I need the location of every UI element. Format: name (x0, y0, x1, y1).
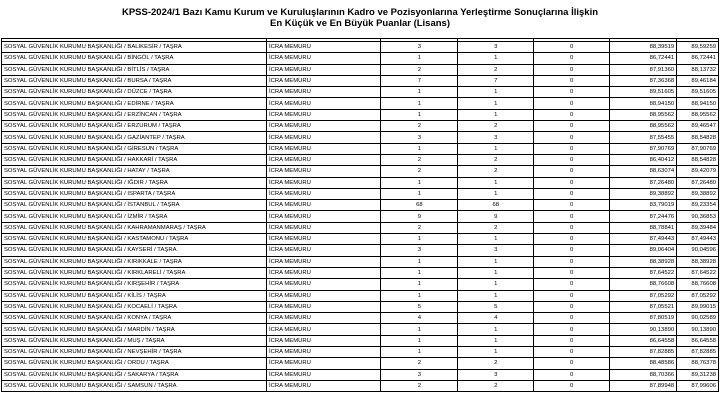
empty-quota-cell: 0 (534, 256, 610, 267)
institution-cell: SOSYAL GÜVENLİK KURUMU BAŞKANLIĞI / KİLİS / TAŞRA (2, 290, 267, 301)
position-cell: İCRA MEMURU (267, 143, 381, 154)
institution-cell: SOSYAL GÜVENLİK KURUMU BAŞKANLIĞI / ISPARTA / TAŞRA (2, 188, 267, 199)
quota-cell: 3 (381, 132, 458, 143)
placed-cell: 7 (458, 75, 534, 86)
position-cell: İCRA MEMURU (267, 98, 381, 109)
max-score-cell: 89,31238 (677, 369, 719, 380)
max-score-cell: 87,05292 (677, 290, 719, 301)
position-cell: İCRA MEMURU (267, 380, 381, 391)
max-score-cell: 87,49443 (677, 234, 719, 245)
position-cell: İCRA MEMURU (267, 256, 381, 267)
max-score-cell: 89,39484 (677, 222, 719, 233)
position-cell: İCRA MEMURU (267, 267, 381, 278)
min-score-cell: 86,40412 (610, 154, 677, 165)
max-score-cell: 89,46547 (677, 121, 719, 132)
empty-quota-cell: 0 (534, 132, 610, 143)
table-row (2, 132, 719, 143)
position-cell: İCRA MEMURU (267, 188, 381, 199)
quota-cell: 1 (381, 335, 458, 346)
institution-cell: SOSYAL GÜVENLİK KURUMU BAŞKANLIĞI / KAYSERİ / TAŞRA (2, 245, 267, 256)
placed-cell: 1 (458, 109, 534, 120)
position-cell: İCRA MEMURU (267, 177, 381, 188)
position-cell: İCRA MEMURU (267, 290, 381, 301)
min-score-cell: 87,80519 (610, 313, 677, 324)
empty-quota-cell: 0 (534, 211, 610, 222)
position-cell: İCRA MEMURU (267, 121, 381, 132)
min-score-cell: 89,38892 (610, 188, 677, 199)
max-score-cell: 86,72441 (677, 53, 719, 64)
placed-cell: 1 (458, 234, 534, 245)
quota-cell: 2 (381, 358, 458, 369)
institution-cell: SOSYAL GÜVENLİK KURUMU BAŞKANLIĞI / IĞDIR / TAŞRA (2, 177, 267, 188)
table-row (2, 335, 719, 346)
institution-cell: SOSYAL GÜVENLİK KURUMU BAŞKANLIĞI / KASTAMONU / TAŞRA (2, 234, 267, 245)
position-cell: İCRA MEMURU (267, 87, 381, 98)
placed-cell: 2 (458, 358, 534, 369)
position-cell: İCRA MEMURU (267, 335, 381, 346)
institution-cell: SOSYAL GÜVENLİK KURUMU BAŞKANLIĞI / İZMİR / TAŞRA (2, 211, 267, 222)
empty-quota-cell: 0 (534, 301, 610, 312)
position-cell: İCRA MEMURU (267, 313, 381, 324)
institution-cell: SOSYAL GÜVENLİK KURUMU BAŞKANLIĞI / EDİRNE / TAŞRA (2, 98, 267, 109)
max-score-cell: 88,54828 (677, 132, 719, 143)
quota-cell: 1 (381, 53, 458, 64)
position-cell: İCRA MEMURU (267, 279, 381, 290)
institution-cell: SOSYAL GÜVENLİK KURUMU BAŞKANLIĞI / ORDU / TAŞRA (2, 358, 267, 369)
quota-cell: 2 (381, 380, 458, 391)
empty-quota-cell: 0 (534, 347, 610, 358)
document-title: KPSS-2024/1 Bazı Kamu Kurum ve Kuruluşlarının Kadro ve Pozisyonlarına Yerleştirme Sonuçlarına İlişkin (121, 7, 599, 18)
min-score-cell: 87,05292 (610, 290, 677, 301)
min-score-cell: 87,90769 (610, 143, 677, 154)
placed-cell: 1 (458, 279, 534, 290)
institution-cell: SOSYAL GÜVENLİK KURUMU BAŞKANLIĞI / ERZURUM / TAŞRA (2, 121, 267, 132)
placed-cell: 4 (458, 313, 534, 324)
placed-cell: 2 (458, 154, 534, 165)
table-row (2, 154, 719, 165)
min-score-cell: 89,51605 (610, 87, 677, 98)
placed-cell: 1 (458, 324, 534, 335)
placed-cell: 3 (458, 369, 534, 380)
institution-cell: SOSYAL GÜVENLİK KURUMU BAŞKANLIĞI / KAHRAMANMARAŞ / TAŞRA (2, 222, 267, 233)
min-score-cell: 87,89948 (610, 380, 677, 391)
empty-quota-cell: 0 (534, 324, 610, 335)
institution-cell: SOSYAL GÜVENLİK KURUMU BAŞKANLIĞI / GİRESUN / TAŞRA (2, 143, 267, 154)
min-score-cell: 87,24476 (610, 211, 677, 222)
position-cell: İCRA MEMURU (267, 358, 381, 369)
position-cell: İCRA MEMURU (267, 132, 381, 143)
table-row (2, 200, 719, 211)
institution-cell: SOSYAL GÜVENLİK KURUMU BAŞKANLIĞI / HATAY / TAŞRA (2, 166, 267, 177)
min-score-cell: 87,91360 (610, 64, 677, 75)
institution-cell: SOSYAL GÜVENLİK KURUMU BAŞKANLIĞI / SAMSUN / TAŞRA (2, 380, 267, 391)
min-score-cell: 86,72441 (610, 53, 677, 64)
institution-cell: SOSYAL GÜVENLİK KURUMU BAŞKANLIĞI / BİNGÖL / TAŞRA (2, 53, 267, 64)
min-score-cell: 90,13890 (610, 324, 677, 335)
quota-cell: 3 (381, 369, 458, 380)
min-score-cell: 89,06404 (610, 245, 677, 256)
table-row (2, 279, 719, 290)
position-cell: İCRA MEMURU (267, 42, 381, 53)
max-score-cell: 88,95562 (677, 109, 719, 120)
table-row (2, 64, 719, 75)
placed-cell: 3 (458, 132, 534, 143)
empty-quota-cell: 0 (534, 267, 610, 278)
position-cell: İCRA MEMURU (267, 200, 381, 211)
table-row (2, 380, 719, 391)
quota-cell: 1 (381, 347, 458, 358)
empty-quota-cell: 0 (534, 313, 610, 324)
placed-cell: 1 (458, 267, 534, 278)
institution-cell: SOSYAL GÜVENLİK KURUMU BAŞKANLIĞI / HAKKARİ / TAŞRA (2, 154, 267, 165)
table-row (2, 188, 719, 199)
max-score-cell: 87,26480 (677, 177, 719, 188)
min-score-cell: 86,64558 (610, 335, 677, 346)
placed-cell: 1 (458, 98, 534, 109)
empty-quota-cell: 0 (534, 109, 610, 120)
max-score-cell: 87,99606 (677, 380, 719, 391)
empty-quota-cell: 0 (534, 166, 610, 177)
institution-cell: SOSYAL GÜVENLİK KURUMU BAŞKANLIĞI / KIRIKKALE / TAŞRA (2, 256, 267, 267)
table-row (2, 121, 719, 132)
placed-cell: 1 (458, 87, 534, 98)
position-cell: İCRA MEMURU (267, 53, 381, 64)
table-row (2, 98, 719, 109)
position-cell: İCRA MEMURU (267, 347, 381, 358)
position-cell: İCRA MEMURU (267, 64, 381, 75)
max-score-cell: 89,42079 (677, 166, 719, 177)
quota-cell: 1 (381, 177, 458, 188)
min-score-cell: 88,95562 (610, 109, 677, 120)
institution-cell: SOSYAL GÜVENLİK KURUMU BAŞKANLIĞI / NEVŞEHİR / TAŞRA (2, 347, 267, 358)
quota-cell: 1 (381, 143, 458, 154)
min-score-cell: 88,63074 (610, 166, 677, 177)
empty-quota-cell: 0 (534, 143, 610, 154)
table-row (2, 87, 719, 98)
placed-cell: 1 (458, 256, 534, 267)
max-score-cell: 89,23354 (677, 200, 719, 211)
position-cell: İCRA MEMURU (267, 324, 381, 335)
institution-cell: SOSYAL GÜVENLİK KURUMU BAŞKANLIĞI / İSTANBUL / TAŞRA (2, 200, 267, 211)
position-cell: İCRA MEMURU (267, 166, 381, 177)
placed-cell: 1 (458, 143, 534, 154)
placed-cell: 9 (458, 211, 534, 222)
quota-cell: 68 (381, 200, 458, 211)
empty-quota-cell: 0 (534, 75, 610, 86)
position-cell: İCRA MEMURU (267, 301, 381, 312)
institution-cell: SOSYAL GÜVENLİK KURUMU BAŞKANLIĞI / MARDİN / TAŞRA (2, 324, 267, 335)
placed-cell: 1 (458, 347, 534, 358)
min-score-cell: 88,48586 (610, 358, 677, 369)
position-cell: İCRA MEMURU (267, 154, 381, 165)
empty-quota-cell: 0 (534, 200, 610, 211)
table-row (2, 53, 719, 64)
quota-cell: 1 (381, 290, 458, 301)
max-score-cell: 87,90769 (677, 143, 719, 154)
table-row (2, 290, 719, 301)
table-row (2, 245, 719, 256)
min-score-cell: 87,26480 (610, 177, 677, 188)
quota-cell: 1 (381, 279, 458, 290)
table-row (2, 313, 719, 324)
quota-cell: 1 (381, 256, 458, 267)
institution-cell: SOSYAL GÜVENLİK KURUMU BAŞKANLIĞI / ERZİNCAN / TAŞRA (2, 109, 267, 120)
empty-quota-cell: 0 (534, 177, 610, 188)
placed-cell: 3 (458, 42, 534, 53)
max-score-cell: 90,13890 (677, 324, 719, 335)
quota-cell: 1 (381, 324, 458, 335)
table-row (2, 42, 719, 53)
quota-cell: 3 (381, 245, 458, 256)
institution-cell: SOSYAL GÜVENLİK KURUMU BAŞKANLIĞI / KIRKLARELİ / TAŞRA (2, 267, 267, 278)
quota-cell: 1 (381, 98, 458, 109)
placed-cell: 3 (458, 245, 534, 256)
table-row (2, 211, 719, 222)
quota-cell: 2 (381, 222, 458, 233)
quota-cell: 4 (381, 313, 458, 324)
empty-quota-cell: 0 (534, 369, 610, 380)
institution-cell: SOSYAL GÜVENLİK KURUMU BAŞKANLIĞI / BİTLİS / TAŞRA (2, 64, 267, 75)
table-row (2, 75, 719, 86)
empty-quota-cell: 0 (534, 358, 610, 369)
empty-quota-cell: 0 (534, 188, 610, 199)
institution-cell: SOSYAL GÜVENLİK KURUMU BAŞKANLIĞI / BALIKESİR / TAŞRA (2, 42, 267, 53)
position-cell: İCRA MEMURU (267, 222, 381, 233)
table-row (2, 234, 719, 245)
table-row (2, 267, 719, 278)
table-row (2, 358, 719, 369)
table-row (2, 324, 719, 335)
empty-quota-cell: 0 (534, 121, 610, 132)
max-score-cell: 89,99015 (677, 301, 719, 312)
position-cell: İCRA MEMURU (267, 234, 381, 245)
position-cell: İCRA MEMURU (267, 369, 381, 380)
quota-cell: 5 (381, 301, 458, 312)
min-score-cell: 88,76608 (610, 279, 677, 290)
institution-cell: SOSYAL GÜVENLİK KURUMU BAŞKANLIĞI / MUŞ / TAŞRA (2, 335, 267, 346)
table-row (2, 256, 719, 267)
empty-quota-cell: 0 (534, 222, 610, 233)
quota-cell: 7 (381, 75, 458, 86)
empty-quota-cell: 0 (534, 42, 610, 53)
min-score-cell: 88,78841 (610, 222, 677, 233)
table-row (2, 109, 719, 120)
placed-cell: 2 (458, 121, 534, 132)
document-header (0, 0, 720, 38)
institution-cell: SOSYAL GÜVENLİK KURUMU BAŞKANLIĞI / BURSA / TAŞRA (2, 75, 267, 86)
empty-quota-cell: 0 (534, 98, 610, 109)
results-table (1, 38, 719, 392)
min-score-cell: 83,79019 (610, 200, 677, 211)
min-score-cell: 88,39519 (610, 42, 677, 53)
max-score-cell: 88,76378 (677, 358, 719, 369)
placed-cell: 2 (458, 222, 534, 233)
quota-cell: 2 (381, 154, 458, 165)
empty-quota-cell: 0 (534, 245, 610, 256)
max-score-cell: 88,13732 (677, 64, 719, 75)
quota-cell: 2 (381, 121, 458, 132)
empty-quota-cell: 0 (534, 87, 610, 98)
table-row (2, 143, 719, 154)
max-score-cell: 90,36853 (677, 211, 719, 222)
max-score-cell: 86,64558 (677, 335, 719, 346)
institution-cell: SOSYAL GÜVENLİK KURUMU BAŞKANLIĞI / KONYA / TAŞRA (2, 313, 267, 324)
max-score-cell: 88,94150 (677, 98, 719, 109)
quota-cell: 1 (381, 188, 458, 199)
min-score-cell: 87,82885 (610, 347, 677, 358)
position-cell: İCRA MEMURU (267, 211, 381, 222)
min-score-cell: 88,95562 (610, 121, 677, 132)
table-row (2, 222, 719, 233)
table-row (2, 166, 719, 177)
table-row (2, 347, 719, 358)
max-score-cell: 88,38928 (677, 256, 719, 267)
quota-cell: 1 (381, 267, 458, 278)
institution-cell: SOSYAL GÜVENLİK KURUMU BAŞKANLIĞI / GAZİANTEP / TAŞRA (2, 132, 267, 143)
quota-cell: 1 (381, 234, 458, 245)
placed-cell: 68 (458, 200, 534, 211)
min-score-cell: 87,36368 (610, 75, 677, 86)
institution-cell: SOSYAL GÜVENLİK KURUMU BAŞKANLIĞI / KIRŞEHİR / TAŞRA (2, 279, 267, 290)
empty-quota-cell: 0 (534, 335, 610, 346)
min-score-cell: 88,94150 (610, 98, 677, 109)
document-subtitle: En Küçük ve En Büyük Puanlar (Lisans) (269, 18, 451, 29)
institution-cell: SOSYAL GÜVENLİK KURUMU BAŞKANLIĞI / KOCAELİ / TAŞRA (2, 301, 267, 312)
max-score-cell: 90,02589 (677, 313, 719, 324)
empty-quota-cell: 0 (534, 64, 610, 75)
min-score-cell: 88,38928 (610, 256, 677, 267)
empty-quota-cell: 0 (534, 290, 610, 301)
position-cell: İCRA MEMURU (267, 75, 381, 86)
quota-cell: 3 (381, 42, 458, 53)
quota-cell: 1 (381, 109, 458, 120)
table-row (2, 369, 719, 380)
placed-cell: 5 (458, 301, 534, 312)
min-score-cell: 87,64522 (610, 267, 677, 278)
quota-cell: 2 (381, 64, 458, 75)
min-score-cell: 87,05521 (610, 301, 677, 312)
placed-cell: 1 (458, 177, 534, 188)
empty-quota-cell: 0 (534, 53, 610, 64)
min-score-cell: 87,55455 (610, 132, 677, 143)
max-score-cell: 88,76608 (677, 279, 719, 290)
placed-cell: 1 (458, 290, 534, 301)
max-score-cell: 89,59259 (677, 42, 719, 53)
placed-cell: 1 (458, 53, 534, 64)
placed-cell: 1 (458, 335, 534, 346)
max-score-cell: 90,04596 (677, 245, 719, 256)
empty-quota-cell: 0 (534, 234, 610, 245)
min-score-cell: 88,70366 (610, 369, 677, 380)
max-score-cell: 89,38892 (677, 188, 719, 199)
max-score-cell: 89,46184 (677, 75, 719, 86)
min-score-cell: 87,49443 (610, 234, 677, 245)
position-cell: İCRA MEMURU (267, 109, 381, 120)
institution-cell: SOSYAL GÜVENLİK KURUMU BAŞKANLIĞI / SAKARYA / TAŞRA (2, 369, 267, 380)
max-score-cell: 87,64522 (677, 267, 719, 278)
results-table-body (2, 39, 719, 392)
empty-quota-cell: 0 (534, 154, 610, 165)
position-cell: İCRA MEMURU (267, 245, 381, 256)
quota-cell: 9 (381, 211, 458, 222)
placed-cell: 2 (458, 380, 534, 391)
placed-cell: 1 (458, 188, 534, 199)
placed-cell: 2 (458, 64, 534, 75)
max-score-cell: 87,82885 (677, 347, 719, 358)
quota-cell: 1 (381, 87, 458, 98)
empty-quota-cell: 0 (534, 279, 610, 290)
placed-cell: 2 (458, 166, 534, 177)
max-score-cell: 89,51605 (677, 87, 719, 98)
institution-cell: SOSYAL GÜVENLİK KURUMU BAŞKANLIĞI / DÜZCE / TAŞRA (2, 87, 267, 98)
table-row (2, 301, 719, 312)
empty-quota-cell: 0 (534, 380, 610, 391)
table-row (2, 177, 719, 188)
max-score-cell: 88,54828 (677, 154, 719, 165)
quota-cell: 2 (381, 166, 458, 177)
